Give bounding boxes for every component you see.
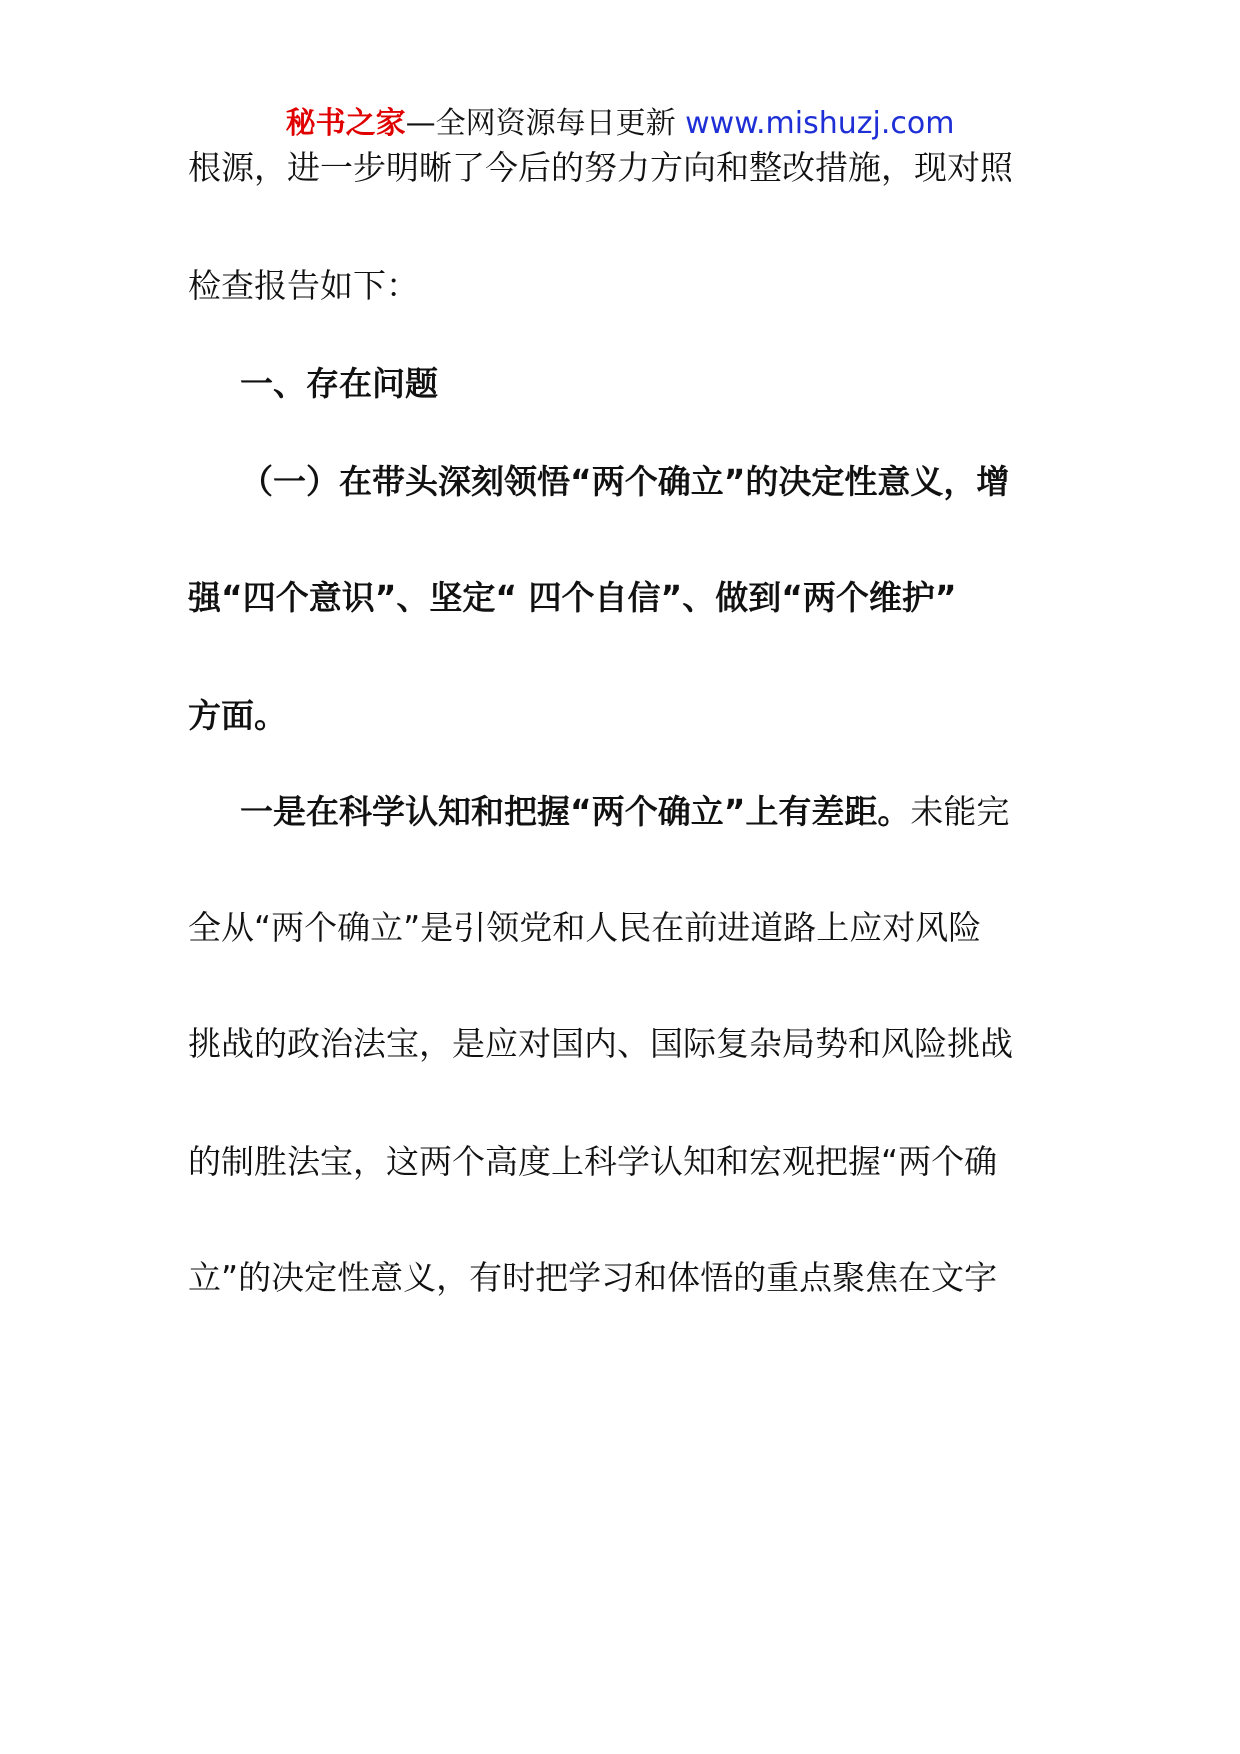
header-tagline: —全网资源每日更新	[405, 106, 686, 141]
sub-heading-line-1: （一）在带头深刻领悟“两个确立”的决定性意义，增	[240, 462, 1010, 501]
body-line-2: 检查报告如下：	[188, 266, 419, 305]
body-line-d: 立”的决定性意义，有时把学习和体悟的重点聚焦在文字	[188, 1258, 998, 1297]
point-1-line	[240, 788, 1070, 836]
sub-heading-line-2: 强“四个意识”、坚定“ 四个自信”、做到“两个维护”	[188, 578, 957, 617]
body-line-1: 根源，进一步明晰了今后的努力方向和整改措施，现对照	[188, 148, 1013, 187]
site-header	[0, 100, 1240, 148]
header-url-link[interactable]: www.mishuzj.com	[685, 106, 955, 141]
header-brand: 秘书之家	[285, 106, 406, 141]
section-heading: 一、存在问题	[240, 364, 438, 403]
body-line-a: 全从“两个确立”是引领党和人民在前进道路上应对风险	[188, 908, 982, 947]
sub-heading-line-3: 方面。	[188, 696, 287, 735]
point-1-bold-lead: 一是在科学认知和把握“两个确立”上有差距。	[240, 792, 911, 831]
body-line-c: 的制胜法宝，这两个高度上科学认知和宏观把握“两个确	[188, 1142, 998, 1181]
point-1-text: 未能完	[910, 792, 1010, 831]
body-line-b: 挑战的政治法宝，是应对国内、国际复杂局势和风险挑战	[188, 1024, 1013, 1063]
